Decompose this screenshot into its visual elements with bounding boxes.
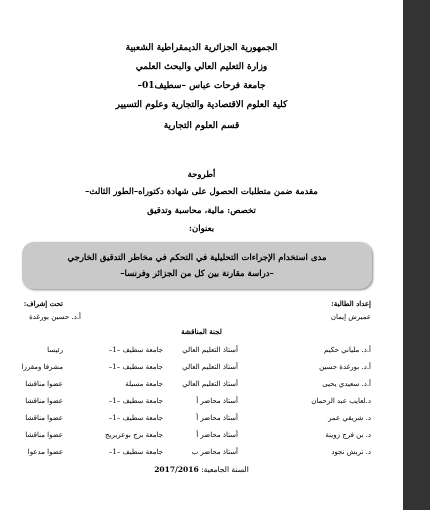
viewer-scrollbar[interactable] [403,0,430,510]
member-name: د.لعايب عبد الرحمان [311,397,371,405]
member-name: أ.د. ملياني حكيم [323,346,371,354]
faculty-line: كلية العلوم الاقتصادية والتجارية وعلوم التسيير [115,100,288,110]
member-rank: أستاذ محاضر أ [196,431,238,439]
member-rank: أستاذ التعليم العالي [182,346,238,354]
member-university: جامعة سطيف –1– [108,414,163,422]
ministry-line: وزارة التعليم العالي والبحث العلمي [135,62,268,72]
member-name: د. بن فرج زوينة [325,431,371,439]
member-role: عضوا مدعوا [27,448,63,456]
academic-year [0,465,403,474]
member-university: جامعة سطيف –1– [108,363,163,371]
member-name: د. تريش نجود [331,448,371,456]
thesis-type: أطروحة [187,170,216,180]
thesis-subtitle: –دراسة مقارنة بين كل من الجزائر وفرنسا– [120,269,274,279]
member-role: رئيسا [47,346,63,354]
academic-year-value: 2017/2016 [154,465,199,474]
supervisor-name: أ.د. حسين بورغدة [29,313,81,321]
member-role: عضوا مناقشا [25,397,63,405]
member-rank: أستاذ التعليم العالي [182,380,238,388]
supervisor-label: تحت إشراف: [23,299,63,308]
title-label: بعنوان: [188,224,215,234]
committee-title: لجنة المناقشة [181,327,222,336]
republic-line: الجمهورية الجزائرية الديمقراطية الشعبية [125,43,278,53]
member-rank: أستاذ محاضر أ [196,414,238,422]
member-role: مشرفا ومقررا [21,363,63,371]
table-row [0,431,403,443]
member-rank: أستاذ محاضر ب [191,448,238,456]
member-role: عضوا مناقشا [25,380,63,388]
table-row [0,414,403,426]
member-name: أ.د. سعيدي يحيى [322,380,371,388]
university-line: جامعة فرحات عباس –سطيف01– [137,81,266,91]
member-university: جامعة سطيف –1– [108,397,163,405]
thesis-specialty: تخصص: مالية، محاسبة وتدقيق [147,206,256,216]
title-box [22,242,372,289]
table-row [0,448,403,460]
member-name: أ.د. بورغدة حسين [319,363,371,371]
table-row [0,380,403,392]
table-row [0,346,403,358]
member-name: د. شريقي عمر [328,414,371,422]
member-university: جامعة سطيف –1– [108,346,163,354]
thesis-title: مدى استخدام الإجراءات التحليلية في التحكم في مخاطر التدقيق الخارجي [67,253,327,263]
member-rank: أستاذ محاضر أ [196,397,238,405]
member-university: جامعة سطيف –1– [108,448,163,456]
table-row [0,363,403,375]
thesis-purpose: مقدمة ضمن متطلبات الحصول على شهادة دكتوراه–الطور الثالث– [85,187,318,197]
department-line: قسم العلوم التجارية [163,121,240,131]
member-university: جامعة مسيلة [125,380,163,388]
member-role: عضوا مناقشا [25,414,63,422]
member-role: عضوا مناقشا [25,431,63,439]
student-label: إعداد الطالبة: [331,299,371,308]
member-rank: أستاذ التعليم العالي [182,363,238,371]
academic-year-label: السنة الجامعية: [201,465,249,474]
table-row [0,397,403,409]
student-name: عميرش إيمان [330,313,371,321]
member-university: جامعة برج بوعريريج [105,431,163,439]
